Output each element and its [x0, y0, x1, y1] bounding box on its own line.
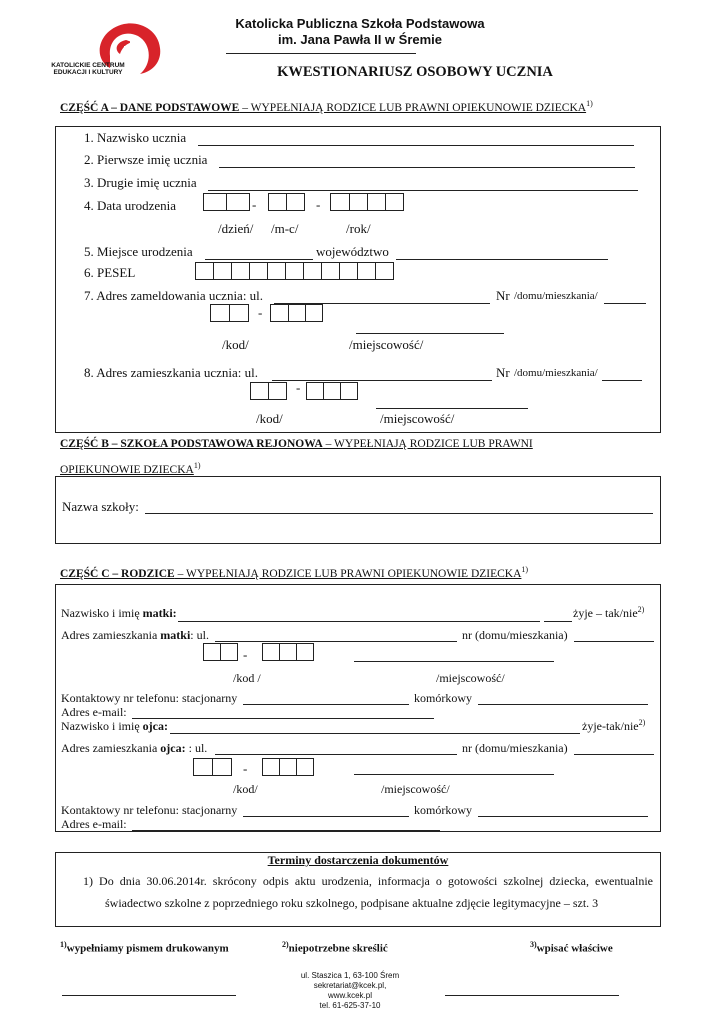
school-name-input[interactable]	[145, 513, 653, 514]
residence-postcode-boxes-1[interactable]	[250, 382, 287, 400]
school-name-line1: Katolicka Publiczna Szkoła Podstawowa	[235, 16, 485, 31]
registered-postcode-boxes-2[interactable]	[270, 304, 323, 322]
mother-mobile-input[interactable]	[478, 704, 648, 705]
birth-year-boxes[interactable]	[330, 193, 404, 211]
mother-alive-label: żyje – tak/nie$^{2)}$	[573, 605, 645, 620]
mother-kod-label: /kod /	[233, 671, 261, 685]
footer-address: ul. Staszica 1, 63-100 Śrem	[300, 971, 400, 980]
father-landline-input[interactable]	[243, 816, 409, 817]
birth-month-boxes[interactable]	[268, 193, 305, 211]
logo-text-2: EDUKACJI I KULTURY	[53, 69, 123, 76]
mother-postcode-dash: -	[243, 647, 248, 662]
mother-landline-input[interactable]	[243, 704, 409, 705]
field-residence-street-input[interactable]	[272, 380, 492, 381]
father-city-label: /miejscowość/	[381, 782, 450, 796]
nr-label-8: Nr	[496, 365, 510, 380]
father-address-label: Adres zamieszkania ojca: : ul.	[61, 741, 208, 755]
mother-email-input[interactable]	[132, 718, 434, 719]
father-postcode-boxes-1[interactable]	[193, 758, 232, 776]
label-city-8: /miejscowość/	[380, 411, 455, 426]
footer-phone: tel. 61-625-37-10	[319, 1001, 381, 1010]
footnote-2: $^{2)}$niepotrzebne skreślić	[282, 940, 388, 955]
mother-nr-label: nr (domu/mieszkania)	[462, 628, 568, 642]
signature-line-right[interactable]	[445, 995, 619, 996]
mother-postcode-boxes-1[interactable]	[203, 643, 238, 661]
part-a-heading: CZĘŚĆ A – DANE PODSTAWOWE – WYPEŁNIAJĄ RODZICE LUB PRAWNI OPIEKUNOWIE DZIECKA$^{1)}$	[60, 99, 593, 114]
field-secondname-input[interactable]	[208, 190, 638, 191]
label-year: /rok/	[346, 221, 371, 236]
label-day: /dzień/	[218, 221, 254, 236]
field-registered-nr-input[interactable]	[604, 303, 646, 304]
field-birthdate-label: 4. Data urodzenia	[84, 198, 177, 213]
mother-mobile-label: komórkowy	[414, 691, 472, 705]
father-street-input[interactable]	[215, 754, 457, 755]
field-voivodeship-label: województwo	[316, 244, 389, 259]
father-postcode-dash: -	[243, 761, 248, 776]
mother-city-input[interactable]	[354, 661, 554, 662]
father-nr-label: nr (domu/mieszkania)	[462, 741, 568, 755]
part-b-frame	[55, 476, 661, 544]
mother-postcode-boxes-2[interactable]	[262, 643, 314, 661]
domu-label-7: /domu/mieszkania/	[514, 290, 598, 302]
field-pesel-label: 6. PESEL	[84, 265, 136, 280]
part-b-heading: CZĘŚĆ B – SZKOŁA PODSTAWOWA REJONOWA – WYPEŁNIAJĄ RODZICE LUB PRAWNI OPIEKUNOWIE DZIECKA$^{1)}$	[60, 438, 533, 476]
field-birthplace-input[interactable]	[205, 259, 313, 260]
mother-street-input[interactable]	[215, 641, 457, 642]
field-surname-label: 1. Nazwisko ucznia	[84, 130, 187, 145]
father-mobile-input[interactable]	[478, 816, 648, 817]
field-surname-input[interactable]	[198, 145, 634, 146]
registered-postcode-boxes-1[interactable]	[210, 304, 249, 322]
field-firstname-label: 2. Pierwsze imię ucznia	[84, 152, 208, 167]
field-registered-address-label: 7. Adres zameldowania ucznia: ul.	[84, 288, 264, 303]
residence-postcode-boxes-2[interactable]	[306, 382, 358, 400]
page-title: KWESTIONARIUSZ OSOBOWY UCZNIA	[277, 64, 553, 80]
footer-contact	[250, 971, 450, 1011]
mother-alive-blank[interactable]	[544, 621, 572, 622]
mother-name-input[interactable]	[178, 621, 540, 622]
father-name-label: Nazwisko i imię ojca:	[61, 719, 168, 733]
part-c-heading: CZĘŚĆ C – RODZICE – WYPEŁNIAJĄ RODZICE LUB PRAWNI OPIEKUNOWIE DZIECKA$^{1)}$	[60, 565, 529, 580]
footer-email[interactable]: sekretariat@kcek.pl,	[313, 981, 387, 990]
field-residence-address-label: 8. Adres zamieszkania ucznia: ul.	[84, 365, 258, 380]
label-kod-7: /kod/	[222, 337, 249, 352]
mother-phone-label: Kontaktowy nr telefonu: stacjonarny	[61, 691, 238, 705]
birth-day-boxes[interactable]	[203, 193, 250, 211]
signature-line-left[interactable]	[62, 995, 236, 996]
logo-text-1: KATOLICKIE CENTRUM	[51, 62, 125, 69]
footer-www[interactable]: www.kcek.pl	[327, 991, 372, 1000]
mother-email-label: Adres e-mail:	[61, 705, 127, 719]
label-city-7: /miejscowość/	[349, 337, 424, 352]
mother-nr-input[interactable]	[574, 641, 654, 642]
father-alive-label: żyje-tak/nie$^{2)}$	[582, 718, 646, 733]
father-name-input[interactable]	[170, 733, 580, 734]
field-firstname-input[interactable]	[219, 167, 635, 168]
field-residence-city-input[interactable]	[376, 408, 528, 409]
domu-label-8: /domu/mieszkania/	[514, 367, 598, 379]
school-name-label: Nazwa szkoły:	[62, 499, 139, 514]
terms-item-1-line2: świadectwo szkolne z poprzedniego roku szkolnego, podpisane aktualne zdjęcie legitymacyjne – szt. 3	[105, 896, 599, 910]
header-rule	[226, 53, 416, 54]
father-city-input[interactable]	[354, 774, 554, 775]
field-residence-nr-input[interactable]	[602, 380, 642, 381]
field-secondname-label: 3. Drugie imię ucznia	[84, 175, 197, 190]
father-email-label: Adres e-mail:	[61, 817, 127, 831]
mother-city-label: /miejscowość/	[436, 671, 505, 685]
date-dash-1: -	[252, 197, 257, 212]
father-postcode-boxes-2[interactable]	[262, 758, 314, 776]
pesel-boxes[interactable]	[195, 262, 394, 280]
terms-item-1-line1: 1) Do dnia 30.06.2014r. skrócony odpis aktu urodzenia, informacja o gotowości szkolnej dziecka, ewentualnie	[83, 874, 653, 888]
terms-title: Terminy dostarczenia dokumentów	[267, 853, 449, 867]
mother-address-label: Adres zamieszkania matki: ul.	[61, 628, 209, 642]
father-phone-label: Kontaktowy nr telefonu: stacjonarny	[61, 803, 238, 817]
logo	[40, 20, 175, 82]
field-registered-city-input[interactable]	[356, 333, 504, 334]
father-mobile-label: komórkowy	[414, 803, 472, 817]
footnote-3: $^{3)}$wpisać właściwe	[530, 940, 613, 955]
nr-label-7: Nr	[496, 288, 510, 303]
label-month: /m-c/	[271, 221, 299, 236]
footnote-1: $^{1)}$wypełniamy pismem drukowanym	[60, 940, 229, 955]
field-birthplace-label: 5. Miejsce urodzenia	[84, 244, 193, 259]
date-dash-2: -	[316, 197, 321, 212]
postcode-dash-7: -	[258, 305, 263, 320]
label-kod-8: /kod/	[256, 411, 283, 426]
postcode-dash-8: -	[296, 380, 301, 395]
school-name-line2: im. Jana Pawła II w Śremie	[277, 32, 443, 47]
father-nr-input[interactable]	[574, 754, 654, 755]
field-voivodeship-input[interactable]	[396, 259, 608, 260]
mother-name-label: Nazwisko i imię matki:	[61, 606, 177, 620]
father-kod-label: /kod/	[233, 782, 258, 796]
father-email-input[interactable]	[132, 830, 440, 831]
